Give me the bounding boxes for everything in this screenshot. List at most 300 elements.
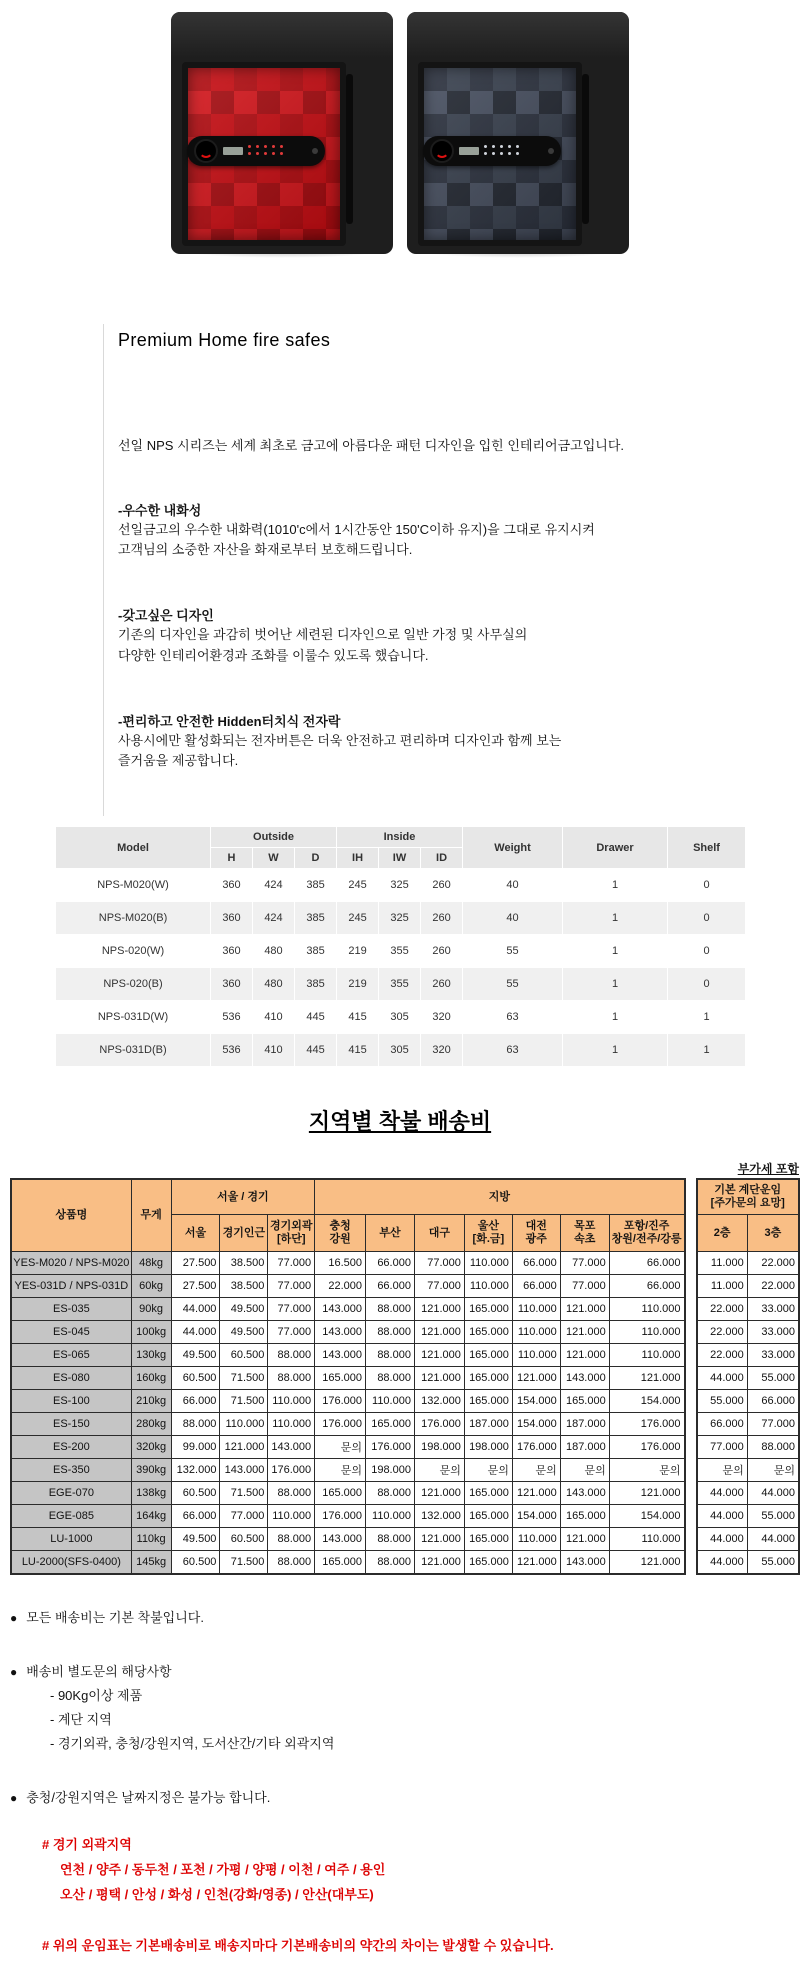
lcd-display-icon bbox=[223, 147, 243, 155]
spec-table bbox=[55, 826, 746, 1067]
ship-region-col: 대구 bbox=[414, 1215, 464, 1252]
cost-cell: 71.500 bbox=[220, 1367, 268, 1390]
cost-cell: 121.000 bbox=[414, 1482, 464, 1505]
spec-col-shelf: Shelf bbox=[668, 827, 746, 869]
note-subitem: - 계단 지역 bbox=[50, 1709, 800, 1728]
stair-cost-cell: 22.000 bbox=[747, 1275, 799, 1298]
product-name-cell: ES-200 bbox=[11, 1436, 131, 1459]
keyhole-icon bbox=[312, 148, 318, 154]
cost-cell: 77.000 bbox=[220, 1505, 268, 1528]
spec-value-cell: 1 bbox=[563, 902, 668, 935]
spec-value-cell: 360 bbox=[211, 902, 253, 935]
spec-value-cell: 445 bbox=[295, 1034, 337, 1067]
ship-col-weight: 무게 bbox=[131, 1179, 171, 1252]
spec-value-cell: 536 bbox=[211, 1001, 253, 1034]
cost-cell: 110.000 bbox=[268, 1413, 315, 1436]
product-description bbox=[103, 324, 800, 816]
cost-cell: 71.500 bbox=[220, 1551, 268, 1575]
cost-cell: 110.000 bbox=[268, 1505, 315, 1528]
cost-cell: 143.000 bbox=[560, 1367, 609, 1390]
feature-title: -우수한 내화성 bbox=[118, 500, 800, 519]
cost-cell: 121.000 bbox=[414, 1344, 464, 1367]
keypad-dots-icon bbox=[484, 145, 521, 157]
cost-cell: 143.000 bbox=[268, 1436, 315, 1459]
cost-cell: 176.000 bbox=[512, 1436, 560, 1459]
feature-line: 고객님의 소중한 자산을 화재로부터 보호해드립니다. bbox=[118, 541, 800, 559]
feature-fire-resistance bbox=[118, 500, 800, 559]
stair-fee-row bbox=[697, 1252, 800, 1275]
product-name-cell: ES-035 bbox=[11, 1298, 131, 1321]
spec-model-cell: NPS-031D(W) bbox=[56, 1001, 211, 1034]
ship-region-col: 울산 [화.금] bbox=[464, 1215, 512, 1252]
spec-value-cell: 1 bbox=[563, 1034, 668, 1067]
cost-cell: 66.000 bbox=[512, 1252, 560, 1275]
ship-region-col: 대전 광주 bbox=[512, 1215, 560, 1252]
cost-cell: 176.000 bbox=[315, 1390, 366, 1413]
safe-hinge bbox=[346, 74, 353, 224]
spec-value-cell: 260 bbox=[421, 935, 463, 968]
cost-cell: 44.000 bbox=[171, 1321, 220, 1344]
cost-cell: 문의 bbox=[315, 1436, 366, 1459]
stair-cost-cell: 55.000 bbox=[697, 1390, 748, 1413]
stair-fee-header bbox=[697, 1179, 800, 1215]
weight-cell: 280kg bbox=[131, 1413, 171, 1436]
spec-value-cell: 305 bbox=[379, 1034, 421, 1067]
cost-cell: 176.000 bbox=[366, 1436, 415, 1459]
spec-value-cell: 1 bbox=[668, 1034, 746, 1067]
stair-fee-row bbox=[697, 1482, 800, 1505]
cost-cell: 문의 bbox=[512, 1459, 560, 1482]
cost-cell: 121.000 bbox=[609, 1367, 684, 1390]
stair-cost-cell: 66.000 bbox=[697, 1413, 748, 1436]
shipping-row bbox=[11, 1275, 685, 1298]
cost-cell: 110.000 bbox=[366, 1390, 415, 1413]
cost-cell: 176.000 bbox=[609, 1413, 684, 1436]
shipping-row bbox=[11, 1482, 685, 1505]
cost-cell: 121.000 bbox=[560, 1344, 609, 1367]
spec-value-cell: 305 bbox=[379, 1001, 421, 1034]
stair-cost-cell: 44.000 bbox=[697, 1367, 748, 1390]
cost-cell: 27.500 bbox=[171, 1275, 220, 1298]
product-name-cell: ES-100 bbox=[11, 1390, 131, 1413]
cost-cell: 77.000 bbox=[560, 1275, 609, 1298]
vat-included-label: 부가세 포함 bbox=[738, 1160, 799, 1177]
cost-cell: 88.000 bbox=[366, 1298, 415, 1321]
spec-value-cell: 415 bbox=[337, 1034, 379, 1067]
product-name-cell: YES-031D / NPS-031D bbox=[11, 1275, 131, 1298]
stair-cost-cell: 44.000 bbox=[697, 1482, 748, 1505]
product-name-cell: LU-1000 bbox=[11, 1528, 131, 1551]
shipping-row bbox=[11, 1344, 685, 1367]
shipping-row bbox=[11, 1413, 685, 1436]
cost-cell: 38.500 bbox=[220, 1252, 268, 1275]
cost-cell: 88.000 bbox=[268, 1528, 315, 1551]
spec-value-cell: 320 bbox=[421, 1034, 463, 1067]
stair-fee-row bbox=[697, 1344, 800, 1367]
spec-value-cell: 55 bbox=[463, 968, 563, 1001]
spec-value-cell: 360 bbox=[211, 869, 253, 902]
spec-value-cell: 0 bbox=[668, 869, 746, 902]
cost-cell: 121.000 bbox=[414, 1321, 464, 1344]
spec-value-cell: 385 bbox=[295, 935, 337, 968]
cost-cell: 143.000 bbox=[315, 1298, 366, 1321]
feature-line: 기존의 디자인을 과감히 벗어난 세련된 디자인으로 일반 가정 및 사무실의 bbox=[118, 626, 800, 644]
spec-value-cell: 1 bbox=[563, 968, 668, 1001]
spec-value-cell: 325 bbox=[379, 869, 421, 902]
cost-cell: 121.000 bbox=[512, 1367, 560, 1390]
ship-col-product: 상품명 bbox=[11, 1179, 131, 1252]
cost-cell: 44.000 bbox=[171, 1298, 220, 1321]
cost-cell: 121.000 bbox=[609, 1482, 684, 1505]
weight-cell: 138kg bbox=[131, 1482, 171, 1505]
stair-cost-cell: 22.000 bbox=[697, 1298, 748, 1321]
ship-region-col: 경기인근 bbox=[220, 1215, 268, 1252]
cost-cell: 176.000 bbox=[414, 1413, 464, 1436]
feature-design bbox=[118, 605, 800, 664]
feature-line: 선일금고의 우수한 내화력(1010'c에서 1시간동안 150'C이하 유지)을 그대로 유지시켜 bbox=[118, 521, 800, 539]
stair-cost-cell: 44.000 bbox=[747, 1482, 799, 1505]
cost-cell: 문의 bbox=[609, 1459, 684, 1482]
stair-fee-row bbox=[697, 1390, 800, 1413]
cost-cell: 110.000 bbox=[609, 1344, 684, 1367]
spec-value-cell: 63 bbox=[463, 1001, 563, 1034]
shipping-notes bbox=[10, 1607, 800, 1980]
stair-fee-header-line2: [주가문의 요망] bbox=[711, 1197, 785, 1209]
feature-hidden-touch-lock bbox=[118, 711, 800, 770]
spec-value-cell: 445 bbox=[295, 1001, 337, 1034]
spec-col-drawer: Drawer bbox=[563, 827, 668, 869]
ship-region-col: 충청 강원 bbox=[315, 1215, 366, 1252]
cost-cell: 110.000 bbox=[609, 1298, 684, 1321]
dial-knob-icon bbox=[194, 139, 218, 163]
stair-cost-cell: 33.000 bbox=[747, 1321, 799, 1344]
red-safe-image bbox=[171, 12, 393, 254]
cost-cell: 176.000 bbox=[268, 1459, 315, 1482]
bullet-icon: ● bbox=[10, 1665, 17, 1679]
cost-cell: 121.000 bbox=[414, 1551, 464, 1575]
stair-cost-cell: 44.000 bbox=[697, 1528, 748, 1551]
cost-cell: 88.000 bbox=[268, 1367, 315, 1390]
note-bullet bbox=[10, 1661, 800, 1680]
product-name-cell: YES-M020 / NPS-M020 bbox=[11, 1252, 131, 1275]
stair-cost-cell: 문의 bbox=[697, 1459, 748, 1482]
cost-cell: 132.000 bbox=[414, 1390, 464, 1413]
spec-value-cell: 355 bbox=[379, 935, 421, 968]
spec-value-cell: 55 bbox=[463, 935, 563, 968]
stair-fee-table bbox=[696, 1178, 800, 1575]
spec-sub-col: D bbox=[295, 848, 337, 869]
cost-cell: 77.000 bbox=[560, 1252, 609, 1275]
dial-knob-icon bbox=[430, 139, 454, 163]
spec-value-cell: 40 bbox=[463, 869, 563, 902]
spec-col-weight: Weight bbox=[463, 827, 563, 869]
spec-value-cell: 360 bbox=[211, 968, 253, 1001]
cost-cell: 121.000 bbox=[560, 1298, 609, 1321]
stair-fee-column bbox=[696, 1178, 800, 1575]
cost-cell: 176.000 bbox=[609, 1436, 684, 1459]
cost-cell: 121.000 bbox=[512, 1551, 560, 1575]
cost-cell: 176.000 bbox=[315, 1505, 366, 1528]
stair-cost-cell: 22.000 bbox=[697, 1321, 748, 1344]
cost-cell: 198.000 bbox=[414, 1436, 464, 1459]
cost-cell: 88.000 bbox=[366, 1321, 415, 1344]
stair-cost-cell: 11.000 bbox=[697, 1275, 748, 1298]
cost-cell: 154.000 bbox=[512, 1390, 560, 1413]
stair-col-3f: 3층 bbox=[747, 1215, 799, 1252]
ship-region-col: 부산 bbox=[366, 1215, 415, 1252]
cost-cell: 110.000 bbox=[512, 1321, 560, 1344]
cost-cell: 110.000 bbox=[609, 1528, 684, 1551]
bullet-icon: ● bbox=[10, 1611, 17, 1625]
spec-value-cell: 219 bbox=[337, 968, 379, 1001]
product-name-cell: ES-350 bbox=[11, 1459, 131, 1482]
spec-model-cell: NPS-031D(B) bbox=[56, 1034, 211, 1067]
cost-cell: 165.000 bbox=[366, 1413, 415, 1436]
spec-value-cell: 410 bbox=[253, 1001, 295, 1034]
spec-value-cell: 480 bbox=[253, 935, 295, 968]
cost-cell: 121.000 bbox=[512, 1482, 560, 1505]
cost-cell: 49.500 bbox=[220, 1298, 268, 1321]
stair-fee-row bbox=[697, 1413, 800, 1436]
cost-cell: 88.000 bbox=[366, 1551, 415, 1575]
cost-cell: 49.500 bbox=[171, 1344, 220, 1367]
shipping-row bbox=[11, 1252, 685, 1275]
weight-cell: 60kg bbox=[131, 1275, 171, 1298]
spec-value-cell: 325 bbox=[379, 902, 421, 935]
spec-row bbox=[56, 869, 746, 902]
cost-cell: 문의 bbox=[414, 1459, 464, 1482]
cost-cell: 110.000 bbox=[464, 1252, 512, 1275]
spec-value-cell: 410 bbox=[253, 1034, 295, 1067]
cost-cell: 77.000 bbox=[268, 1298, 315, 1321]
cost-cell: 60.500 bbox=[171, 1551, 220, 1575]
stair-cost-cell: 11.000 bbox=[697, 1252, 748, 1275]
cost-cell: 110.000 bbox=[512, 1298, 560, 1321]
spec-row bbox=[56, 902, 746, 935]
cost-cell: 문의 bbox=[464, 1459, 512, 1482]
cost-cell: 88.000 bbox=[366, 1344, 415, 1367]
stair-cost-cell: 22.000 bbox=[697, 1344, 748, 1367]
cost-cell: 27.500 bbox=[171, 1252, 220, 1275]
cost-cell: 88.000 bbox=[268, 1551, 315, 1575]
stair-cost-cell: 문의 bbox=[747, 1459, 799, 1482]
stair-fee-row bbox=[697, 1459, 800, 1482]
cost-cell: 187.000 bbox=[560, 1413, 609, 1436]
cost-cell: 88.000 bbox=[171, 1413, 220, 1436]
shipping-row bbox=[11, 1321, 685, 1344]
shipping-row bbox=[11, 1528, 685, 1551]
product-name-cell: ES-150 bbox=[11, 1413, 131, 1436]
note-bullet bbox=[10, 1607, 800, 1626]
spec-value-cell: 320 bbox=[421, 1001, 463, 1034]
weight-cell: 210kg bbox=[131, 1390, 171, 1413]
gyeonggi-outskirts-cities: 오산 / 평택 / 안성 / 화성 / 인천(강화/영종) / 안산(대부도) bbox=[60, 1884, 800, 1903]
cost-cell: 154.000 bbox=[512, 1505, 560, 1528]
weight-cell: 90kg bbox=[131, 1298, 171, 1321]
spec-value-cell: 360 bbox=[211, 935, 253, 968]
cost-cell: 66.000 bbox=[366, 1275, 415, 1298]
spec-row bbox=[56, 1034, 746, 1067]
spec-value-cell: 1 bbox=[668, 1001, 746, 1034]
spec-value-cell: 385 bbox=[295, 869, 337, 902]
note-subitem: - 경기외곽, 충청/강원지역, 도서산간/기타 외곽지역 bbox=[50, 1733, 800, 1752]
cost-cell: 88.000 bbox=[268, 1344, 315, 1367]
keypad-lock-icon bbox=[187, 136, 325, 166]
weight-cell: 100kg bbox=[131, 1321, 171, 1344]
cost-cell: 110.000 bbox=[220, 1413, 268, 1436]
cost-cell: 110.000 bbox=[268, 1390, 315, 1413]
spec-sub-col: IW bbox=[379, 848, 421, 869]
spec-value-cell: 219 bbox=[337, 935, 379, 968]
cost-cell: 110.000 bbox=[512, 1528, 560, 1551]
cost-cell: 176.000 bbox=[315, 1413, 366, 1436]
cost-cell: 143.000 bbox=[315, 1528, 366, 1551]
ship-group-seoul: 서울 / 경기 bbox=[171, 1179, 315, 1215]
spec-col-model: Model bbox=[56, 827, 211, 869]
intro-text: 선일 NPS 시리즈는 세계 최초로 금고에 아름다운 패턴 디자인을 입힌 인테리어금고입니다. bbox=[118, 435, 800, 454]
spec-value-cell: 1 bbox=[563, 935, 668, 968]
spec-sub-col: ID bbox=[421, 848, 463, 869]
cost-cell: 88.000 bbox=[366, 1367, 415, 1390]
cost-cell: 187.000 bbox=[464, 1413, 512, 1436]
stair-fee-row bbox=[697, 1528, 800, 1551]
stair-fee-row bbox=[697, 1298, 800, 1321]
stair-col-2f: 2층 bbox=[697, 1215, 748, 1252]
ship-region-col: 경기외곽 [하단] bbox=[268, 1215, 315, 1252]
cost-cell: 99.000 bbox=[171, 1436, 220, 1459]
cost-cell: 154.000 bbox=[512, 1413, 560, 1436]
spec-value-cell: 260 bbox=[421, 869, 463, 902]
black-safe-image bbox=[407, 12, 629, 254]
cost-cell: 66.000 bbox=[171, 1390, 220, 1413]
note-text: 충청/강원지역은 날짜지정은 불가능 합니다. bbox=[26, 1790, 270, 1805]
spec-value-cell: 1 bbox=[563, 1001, 668, 1034]
cost-cell: 165.000 bbox=[464, 1298, 512, 1321]
weight-cell: 160kg bbox=[131, 1367, 171, 1390]
stair-cost-cell: 55.000 bbox=[747, 1505, 799, 1528]
weight-cell: 48kg bbox=[131, 1252, 171, 1275]
ship-group-jibang: 지방 bbox=[315, 1179, 685, 1215]
cost-cell: 49.500 bbox=[171, 1528, 220, 1551]
shipping-row bbox=[11, 1505, 685, 1528]
cost-cell: 66.000 bbox=[512, 1275, 560, 1298]
weight-cell: 320kg bbox=[131, 1436, 171, 1459]
cost-cell: 143.000 bbox=[220, 1459, 268, 1482]
cost-cell: 165.000 bbox=[464, 1551, 512, 1575]
note-text: 모든 배송비는 기본 착불입니다. bbox=[26, 1610, 204, 1625]
spec-value-cell: 424 bbox=[253, 902, 295, 935]
cost-cell: 132.000 bbox=[171, 1459, 220, 1482]
stair-fee-header-line1: 기본 계단운임 bbox=[714, 1184, 781, 1196]
cost-cell: 165.000 bbox=[464, 1321, 512, 1344]
shipping-row bbox=[11, 1390, 685, 1413]
shipping-row bbox=[11, 1436, 685, 1459]
cost-cell: 49.500 bbox=[220, 1321, 268, 1344]
stair-cost-cell: 77.000 bbox=[747, 1413, 799, 1436]
stair-fee-row bbox=[697, 1436, 800, 1459]
note-text: 배송비 별도문의 해당사항 bbox=[26, 1664, 171, 1679]
cost-cell: 165.000 bbox=[560, 1505, 609, 1528]
weight-cell: 110kg bbox=[131, 1528, 171, 1551]
note-subitem: - 90Kg이상 제품 bbox=[50, 1685, 800, 1704]
spec-row bbox=[56, 968, 746, 1001]
lcd-display-icon bbox=[459, 147, 479, 155]
shipping-cost-table bbox=[10, 1178, 686, 1575]
stair-fee-row bbox=[697, 1275, 800, 1298]
cost-cell: 77.000 bbox=[414, 1275, 464, 1298]
spec-sub-col: W bbox=[253, 848, 295, 869]
cost-cell: 121.000 bbox=[414, 1367, 464, 1390]
spec-value-cell: 40 bbox=[463, 902, 563, 935]
gyeonggi-outskirts-title: # 경기 외곽지역 bbox=[42, 1834, 800, 1853]
ship-region-col: 포항/진주 창원/전주/강릉 bbox=[609, 1215, 684, 1252]
shipping-row bbox=[11, 1551, 685, 1575]
stair-cost-cell: 66.000 bbox=[747, 1390, 799, 1413]
cost-cell: 154.000 bbox=[609, 1390, 684, 1413]
cost-cell: 71.500 bbox=[220, 1390, 268, 1413]
cost-cell: 165.000 bbox=[464, 1344, 512, 1367]
spec-value-cell: 385 bbox=[295, 968, 337, 1001]
stair-cost-cell: 44.000 bbox=[697, 1551, 748, 1575]
stair-cost-cell: 55.000 bbox=[747, 1367, 799, 1390]
feature-line: 다양한 인테리어환경과 조화를 이룰수 있도록 했습니다. bbox=[118, 647, 800, 665]
cost-cell: 165.000 bbox=[315, 1367, 366, 1390]
cost-cell: 71.500 bbox=[220, 1482, 268, 1505]
stair-fee-row bbox=[697, 1367, 800, 1390]
cost-cell: 110.000 bbox=[512, 1344, 560, 1367]
cost-cell: 60.500 bbox=[171, 1482, 220, 1505]
cost-cell: 165.000 bbox=[464, 1505, 512, 1528]
keyhole-icon bbox=[548, 148, 554, 154]
cost-cell: 66.000 bbox=[609, 1275, 684, 1298]
cost-cell: 문의 bbox=[560, 1459, 609, 1482]
cost-cell: 121.000 bbox=[560, 1321, 609, 1344]
cost-cell: 154.000 bbox=[609, 1505, 684, 1528]
shipping-row bbox=[11, 1367, 685, 1390]
cost-cell: 88.000 bbox=[366, 1482, 415, 1505]
cost-cell: 22.000 bbox=[315, 1275, 366, 1298]
cost-cell: 165.000 bbox=[315, 1551, 366, 1575]
cost-cell: 77.000 bbox=[268, 1252, 315, 1275]
spec-col-inside: Inside bbox=[337, 827, 463, 848]
stair-fee-row bbox=[697, 1321, 800, 1344]
shipping-tables bbox=[10, 1178, 800, 1575]
cost-cell: 77.000 bbox=[268, 1321, 315, 1344]
cost-cell: 66.000 bbox=[171, 1505, 220, 1528]
spec-value-cell: 0 bbox=[668, 902, 746, 935]
cost-cell: 77.000 bbox=[414, 1252, 464, 1275]
shipping-title: 지역별 착불 배송비 bbox=[0, 1105, 800, 1136]
stair-cost-cell: 88.000 bbox=[747, 1436, 799, 1459]
spec-value-cell: 1 bbox=[563, 869, 668, 902]
spec-value-cell: 355 bbox=[379, 968, 421, 1001]
spec-row bbox=[56, 935, 746, 968]
spec-value-cell: 415 bbox=[337, 1001, 379, 1034]
spec-model-cell: NPS-M020(W) bbox=[56, 869, 211, 902]
safe-hinge bbox=[582, 74, 589, 224]
spec-value-cell: 260 bbox=[421, 968, 463, 1001]
cost-cell: 165.000 bbox=[315, 1482, 366, 1505]
cost-cell: 문의 bbox=[315, 1459, 366, 1482]
stair-cost-cell: 33.000 bbox=[747, 1344, 799, 1367]
cost-cell: 165.000 bbox=[464, 1390, 512, 1413]
spec-model-cell: NPS-020(B) bbox=[56, 968, 211, 1001]
stair-cost-cell: 55.000 bbox=[747, 1551, 799, 1575]
spec-value-cell: 245 bbox=[337, 902, 379, 935]
spec-sub-col: IH bbox=[337, 848, 379, 869]
feature-title: -편리하고 안전한 Hidden터치식 전자락 bbox=[118, 711, 800, 730]
spec-row bbox=[56, 1001, 746, 1034]
